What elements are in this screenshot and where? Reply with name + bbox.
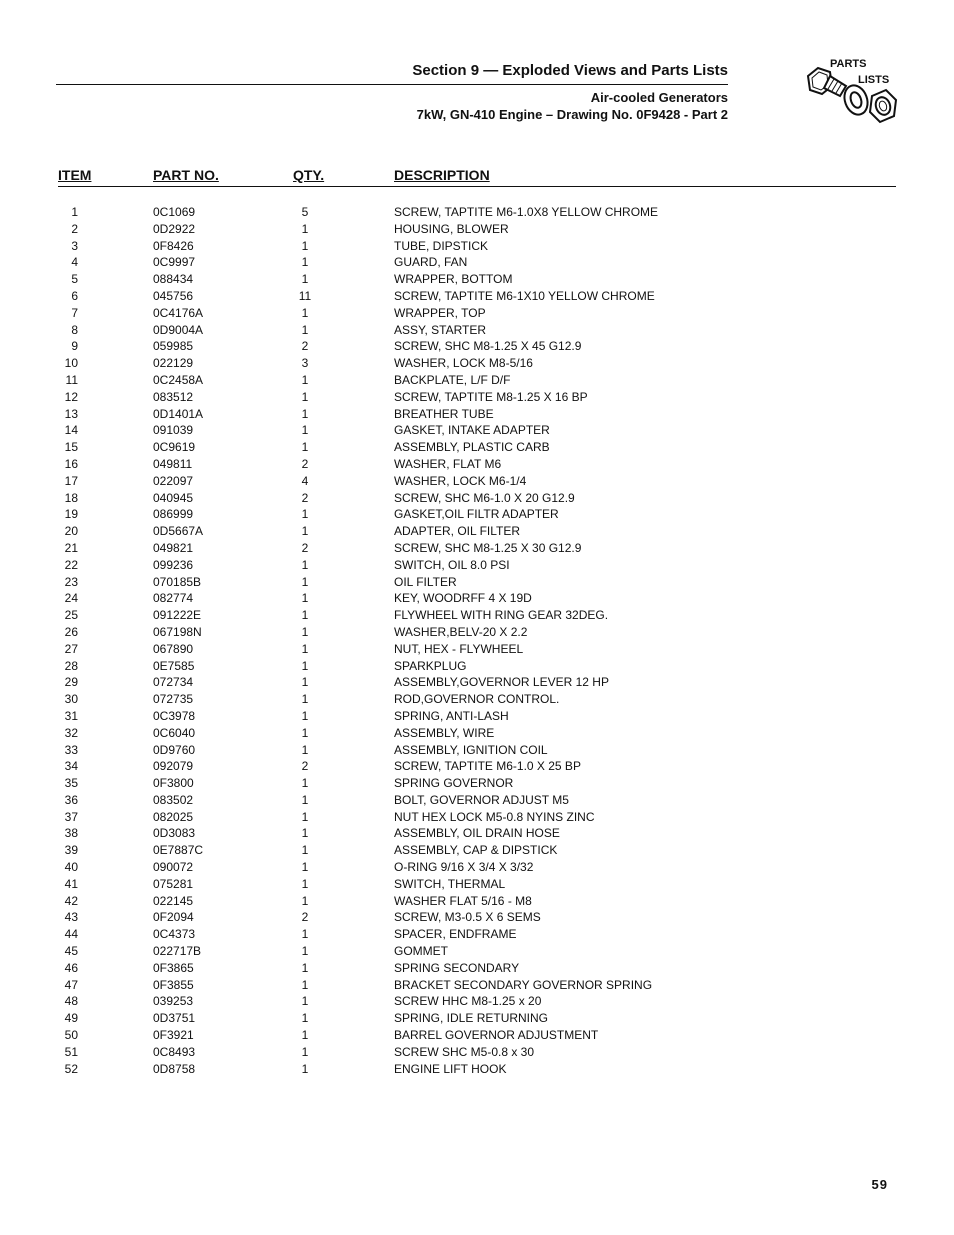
description-cell: GUARD, FAN <box>394 255 468 270</box>
quantity-cell: 1 <box>301 675 309 690</box>
part-number-cell: 0F3855 <box>153 977 194 992</box>
item-number-cell: 50 <box>64 1028 78 1043</box>
item-number-cell: 1 <box>71 205 78 219</box>
part-number-cell: 045756 <box>153 288 194 303</box>
table-row <box>0 506 954 523</box>
table-row <box>0 624 954 641</box>
quantity-cell: 1 <box>301 272 309 287</box>
subtitle-product: Air-cooled Generators <box>590 90 728 105</box>
description-cell: SPACER, ENDFRAME <box>394 927 517 942</box>
description-cell: ROD,GOVERNOR CONTROL. <box>394 692 560 707</box>
item-number-cell: 5 <box>71 272 78 287</box>
table-row <box>0 691 954 708</box>
item-number-cell: 13 <box>64 406 78 421</box>
item-number-cell: 14 <box>64 423 78 438</box>
column-header-description: DESCRIPTION <box>394 167 490 183</box>
description-cell: GASKET,OIL FILTR ADAPTER <box>394 507 559 522</box>
part-number-cell: 072734 <box>153 675 194 690</box>
description-cell: SCREW SHC M5-0.8 x 30 <box>394 1044 535 1059</box>
table-row <box>0 758 954 775</box>
item-number-cell: 25 <box>64 608 78 623</box>
description-cell: ASSEMBLY, OIL DRAIN HOSE <box>394 826 560 841</box>
part-number-cell: 0C9619 <box>153 440 196 455</box>
description-cell: ASSEMBLY, CAP & DIPSTICK <box>394 843 558 858</box>
part-number-cell: 0F8426 <box>153 238 194 253</box>
quantity-cell: 1 <box>301 1061 309 1076</box>
description-cell: SPRING, IDLE RETURNING <box>394 1011 549 1026</box>
item-number-cell: 45 <box>64 944 78 959</box>
part-number-cell: 0E7887C <box>153 843 204 858</box>
part-number-cell: 0C3978 <box>153 708 196 723</box>
table-row <box>0 859 954 876</box>
quantity-cell: 1 <box>301 524 309 539</box>
table-row <box>0 271 954 288</box>
quantity-cell: 1 <box>301 255 309 270</box>
table-row <box>0 842 954 859</box>
item-number-cell: 7 <box>71 305 78 320</box>
part-number-cell: 0F2094 <box>153 910 194 925</box>
quantity-cell: 1 <box>301 843 309 858</box>
item-number-cell: 9 <box>71 339 78 354</box>
table-row <box>0 809 954 826</box>
logo-text-lists: LISTS <box>858 74 890 86</box>
description-cell: ASSEMBLY,GOVERNOR LEVER 12 HP <box>394 675 609 690</box>
quantity-cell: 1 <box>301 725 309 740</box>
description-cell: NUT, HEX - FLYWHEEL <box>394 641 524 656</box>
quantity-cell: 1 <box>301 305 309 320</box>
description-cell: SCREW, TAPTITE M6-1X10 YELLOW CHROME <box>394 288 655 303</box>
description-cell: WRAPPER, TOP <box>394 305 486 320</box>
description-cell: GOMMET <box>394 944 448 959</box>
table-row <box>0 775 954 792</box>
description-cell: O-RING 9/16 X 3/4 X 3/32 <box>394 860 534 875</box>
section-title: Section 9 — Exploded Views and Parts Lists <box>412 62 728 79</box>
part-number-cell: 049821 <box>153 540 194 555</box>
quantity-cell: 1 <box>301 960 309 975</box>
part-number-cell: 0D8758 <box>153 1061 196 1076</box>
quantity-cell: 1 <box>301 826 309 841</box>
item-number-cell: 37 <box>64 809 78 824</box>
table-row <box>0 943 954 960</box>
quantity-cell: 1 <box>301 557 309 572</box>
item-number-cell: 31 <box>64 708 78 723</box>
part-number-cell: 099236 <box>153 557 194 572</box>
table-row <box>0 607 954 624</box>
table-row <box>0 338 954 355</box>
item-number-cell: 20 <box>64 524 78 539</box>
description-cell: BACKPLATE, L/F D/F <box>394 372 511 387</box>
item-number-cell: 42 <box>64 893 78 908</box>
part-number-cell: 067198N <box>153 624 202 639</box>
quantity-cell: 1 <box>301 860 309 875</box>
description-cell: BREATHER TUBE <box>394 406 494 421</box>
part-number-cell: 0C6040 <box>153 725 196 740</box>
table-row <box>0 708 954 725</box>
table-row <box>0 439 954 456</box>
quantity-cell: 1 <box>301 238 309 253</box>
quantity-cell: 5 <box>301 205 309 219</box>
table-row <box>0 960 954 977</box>
item-number-cell: 26 <box>64 624 78 639</box>
description-cell: FLYWHEEL WITH RING GEAR 32DEG. <box>394 608 609 623</box>
part-number-cell: 0D2922 <box>153 221 196 236</box>
quantity-cell: 1 <box>301 708 309 723</box>
part-number-cell: 0D1401A <box>153 406 204 421</box>
column-header-item: ITEM <box>58 167 92 183</box>
part-number-cell: 0D9760 <box>153 742 196 757</box>
description-cell: WRAPPER, BOTTOM <box>394 272 513 287</box>
table-row <box>0 389 954 406</box>
column-header-qty: QTY. <box>293 167 325 183</box>
part-number-cell: 049811 <box>153 456 193 471</box>
quantity-cell: 1 <box>301 977 309 992</box>
part-number-cell: 0C8493 <box>153 1044 196 1059</box>
table-row <box>0 238 954 255</box>
part-number-cell: 067890 <box>153 641 194 656</box>
table-row <box>0 977 954 994</box>
item-number-cell: 38 <box>64 826 78 841</box>
table-row <box>0 523 954 540</box>
part-number-cell: 082774 <box>153 591 194 606</box>
description-cell: SPRING SECONDARY <box>394 960 520 975</box>
item-number-cell: 32 <box>64 725 78 740</box>
item-number-cell: 11 <box>65 372 78 387</box>
item-number-cell: 52 <box>64 1061 78 1076</box>
part-number-cell: 0D3751 <box>153 1011 196 1026</box>
item-number-cell: 46 <box>64 960 78 975</box>
part-number-cell: 059985 <box>153 339 194 354</box>
description-cell: WASHER, FLAT M6 <box>394 456 502 471</box>
quantity-cell: 1 <box>301 641 309 656</box>
description-cell: SWITCH, THERMAL <box>394 876 506 891</box>
table-row <box>0 876 954 893</box>
description-cell: SCREW, SHC M8-1.25 X 30 G12.9 <box>394 540 582 555</box>
quantity-cell: 11 <box>298 288 312 303</box>
quantity-cell: 1 <box>301 893 309 908</box>
quantity-cell: 1 <box>301 1044 309 1059</box>
table-row <box>0 1044 954 1061</box>
part-number-cell: 0F3921 <box>153 1028 194 1043</box>
table-row <box>0 490 954 507</box>
table-row <box>0 742 954 759</box>
table-row <box>0 993 954 1010</box>
table-row <box>0 825 954 842</box>
quantity-cell: 1 <box>301 389 309 404</box>
table-row <box>0 322 954 339</box>
description-cell: GASKET, INTAKE ADAPTER <box>394 423 550 438</box>
table-row <box>0 792 954 809</box>
quantity-cell: 1 <box>301 994 309 1009</box>
table-row <box>0 674 954 691</box>
quantity-cell: 1 <box>301 658 309 673</box>
quantity-cell: 2 <box>301 490 309 505</box>
table-row <box>0 893 954 910</box>
description-cell: NUT HEX LOCK M5-0.8 NYINS ZINC <box>394 809 595 824</box>
description-cell: SCREW, TAPTITE M6-1.0 X 25 BP <box>394 759 581 774</box>
description-cell: ASSEMBLY, PLASTIC CARB <box>394 440 550 455</box>
description-cell: SPRING GOVERNOR <box>394 776 514 791</box>
description-cell: SCREW, SHC M8-1.25 X 45 G12.9 <box>394 339 582 354</box>
item-number-cell: 15 <box>64 440 78 455</box>
description-cell: ASSEMBLY, IGNITION COIL <box>394 742 548 757</box>
table-row <box>0 1061 954 1078</box>
description-cell: ADAPTER, OIL FILTER <box>394 524 521 539</box>
part-number-cell: 072735 <box>153 692 194 707</box>
description-cell: WASHER, LOCK M6-1/4 <box>394 473 527 488</box>
quantity-cell: 1 <box>301 423 309 438</box>
description-cell: BOLT, GOVERNOR ADJUST M5 <box>394 792 569 807</box>
item-number-cell: 36 <box>64 792 78 807</box>
description-cell: SCREW, TAPTITE M8-1.25 X 16 BP <box>394 389 588 404</box>
header-rule <box>56 84 728 85</box>
item-number-cell: 35 <box>64 776 78 791</box>
quantity-cell: 1 <box>301 692 309 707</box>
part-number-cell: 022097 <box>153 473 194 488</box>
item-number-cell: 48 <box>64 994 78 1009</box>
table-row <box>0 254 954 271</box>
part-number-cell: 082025 <box>153 809 194 824</box>
item-number-cell: 18 <box>64 490 78 505</box>
part-number-cell: 0E7585 <box>153 658 195 673</box>
description-cell: SCREW, TAPTITE M6-1.0X8 YELLOW CHROME <box>394 205 659 219</box>
item-number-cell: 24 <box>64 591 78 606</box>
item-number-cell: 44 <box>64 927 78 942</box>
quantity-cell: 2 <box>301 456 309 471</box>
description-cell: ASSY, STARTER <box>394 322 487 337</box>
description-cell: SCREW HHC M8-1.25 x 20 <box>394 994 542 1009</box>
table-row <box>0 557 954 574</box>
item-number-cell: 29 <box>64 675 78 690</box>
part-number-cell: 0C2458A <box>153 372 204 387</box>
item-number-cell: 21 <box>64 540 78 555</box>
page-header <box>56 60 728 123</box>
page-number: 59 <box>871 1177 888 1192</box>
item-number-cell: 49 <box>64 1011 78 1026</box>
part-number-cell: 022717B <box>153 944 202 959</box>
table-row <box>0 725 954 742</box>
item-number-cell: 34 <box>64 759 78 774</box>
quantity-cell: 1 <box>301 624 309 639</box>
item-number-cell: 39 <box>64 843 78 858</box>
item-number-cell: 22 <box>64 557 78 572</box>
quantity-cell: 1 <box>301 440 309 455</box>
description-cell: ENGINE LIFT HOOK <box>394 1061 507 1076</box>
quantity-cell: 4 <box>301 473 309 488</box>
quantity-cell: 1 <box>301 876 309 891</box>
quantity-cell: 1 <box>301 927 309 942</box>
quantity-cell: 1 <box>301 1028 309 1043</box>
description-cell: BARREL GOVERNOR ADJUSTMENT <box>394 1028 599 1043</box>
part-number-cell: 091222E <box>153 608 202 623</box>
description-cell: WASHER, LOCK M8-5/16 <box>394 356 533 371</box>
table-row <box>0 456 954 473</box>
table-row <box>0 288 954 305</box>
quantity-cell: 2 <box>301 339 309 354</box>
item-number-cell: 17 <box>64 473 78 488</box>
part-number-cell: 091039 <box>153 423 194 438</box>
logo-text-parts: PARTS <box>830 58 867 70</box>
quantity-cell: 1 <box>301 574 309 589</box>
part-number-cell: 0D9004A <box>153 322 204 337</box>
item-number-cell: 16 <box>64 456 78 471</box>
part-number-cell: 086999 <box>153 507 194 522</box>
table-row <box>0 221 954 238</box>
part-number-cell: 0F3865 <box>153 960 194 975</box>
table-row <box>0 422 954 439</box>
part-number-cell: 0D5667A <box>153 524 204 539</box>
description-cell: WASHER FLAT 5/16 - M8 <box>394 893 532 908</box>
description-cell: KEY, WOODRFF 4 X 19D <box>394 591 532 606</box>
item-number-cell: 3 <box>71 238 78 253</box>
table-row <box>0 658 954 675</box>
table-row <box>0 355 954 372</box>
part-number-cell: 092079 <box>153 759 194 774</box>
item-number-cell: 8 <box>71 322 78 337</box>
part-number-cell: 075281 <box>153 876 194 891</box>
table-row <box>0 473 954 490</box>
description-cell: SCREW, M3-0.5 X 6 SEMS <box>394 910 541 925</box>
description-cell: SPARKPLUG <box>394 658 467 673</box>
description-cell: HOUSING, BLOWER <box>394 221 509 236</box>
quantity-cell: 1 <box>301 406 309 421</box>
column-header-part-no: PART NO. <box>153 167 219 183</box>
quantity-cell: 1 <box>301 792 309 807</box>
part-number-cell: 088434 <box>153 272 194 287</box>
table-row <box>0 1010 954 1027</box>
part-number-cell: 0F3800 <box>153 776 194 791</box>
quantity-cell: 1 <box>301 221 309 236</box>
part-number-cell: 083502 <box>153 792 194 807</box>
parts-table <box>0 204 954 1077</box>
quantity-cell: 1 <box>301 322 309 337</box>
item-number-cell: 47 <box>64 977 78 992</box>
item-number-cell: 2 <box>71 221 78 236</box>
item-number-cell: 30 <box>64 692 78 707</box>
part-number-cell: 040945 <box>153 490 194 505</box>
quantity-cell: 1 <box>301 742 309 757</box>
quantity-cell: 1 <box>301 1011 309 1026</box>
quantity-cell: 1 <box>301 608 309 623</box>
parts-lists-logo-icon <box>800 54 900 130</box>
table-row <box>0 372 954 389</box>
table-row <box>0 641 954 658</box>
quantity-cell: 2 <box>301 910 309 925</box>
part-number-cell: 0C1069 <box>153 205 196 219</box>
quantity-cell: 2 <box>301 759 309 774</box>
description-cell: ASSEMBLY, WIRE <box>394 725 495 740</box>
part-number-cell: 0C4373 <box>153 927 196 942</box>
item-number-cell: 33 <box>64 742 78 757</box>
table-row <box>0 590 954 607</box>
table-row <box>0 406 954 423</box>
table-row <box>0 305 954 322</box>
table-row <box>0 540 954 557</box>
description-cell: WASHER,BELV-20 X 2.2 <box>394 624 528 639</box>
table-row <box>0 204 954 221</box>
table-row <box>0 909 954 926</box>
part-number-cell: 039253 <box>153 994 194 1009</box>
item-number-cell: 10 <box>64 356 78 371</box>
table-row <box>0 574 954 591</box>
part-number-cell: 070185B <box>153 574 202 589</box>
item-number-cell: 41 <box>64 876 78 891</box>
quantity-cell: 1 <box>301 591 309 606</box>
part-number-cell: 083512 <box>153 389 194 404</box>
quantity-cell: 1 <box>301 809 309 824</box>
quantity-cell: 1 <box>301 372 309 387</box>
item-number-cell: 12 <box>64 389 78 404</box>
table-row <box>0 926 954 943</box>
item-number-cell: 28 <box>64 658 78 673</box>
part-number-cell: 022145 <box>153 893 194 908</box>
description-cell: SWITCH, OIL 8.0 PSI <box>394 557 510 572</box>
item-number-cell: 27 <box>64 641 78 656</box>
part-number-cell: 0D3083 <box>153 826 196 841</box>
part-number-cell: 0C9997 <box>153 255 196 270</box>
description-cell: TUBE, DIPSTICK <box>394 238 489 253</box>
part-number-cell: 022129 <box>153 356 194 371</box>
description-cell: BRACKET SECONDARY GOVERNOR SPRING <box>394 977 653 992</box>
quantity-cell: 1 <box>301 507 309 522</box>
description-cell: OIL FILTER <box>394 574 457 589</box>
item-number-cell: 43 <box>64 910 78 925</box>
quantity-cell: 1 <box>301 944 309 959</box>
quantity-cell: 1 <box>301 776 309 791</box>
item-number-cell: 51 <box>64 1044 78 1059</box>
quantity-cell: 2 <box>301 540 309 555</box>
description-cell: SPRING, ANTI-LASH <box>394 708 509 723</box>
item-number-cell: 23 <box>64 574 78 589</box>
description-cell: SCREW, SHC M6-1.0 X 20 G12.9 <box>394 490 575 505</box>
table-column-headers <box>58 166 896 187</box>
quantity-cell: 3 <box>301 356 309 371</box>
subtitle-drawing: 7kW, GN-410 Engine – Drawing No. 0F9428 - Part 2 <box>416 107 728 122</box>
item-number-cell: 19 <box>64 507 78 522</box>
item-number-cell: 4 <box>71 255 78 270</box>
item-number-cell: 6 <box>71 288 78 303</box>
part-number-cell: 0C4176A <box>153 305 204 320</box>
item-number-cell: 40 <box>64 860 78 875</box>
part-number-cell: 090072 <box>153 860 194 875</box>
table-row <box>0 1027 954 1044</box>
